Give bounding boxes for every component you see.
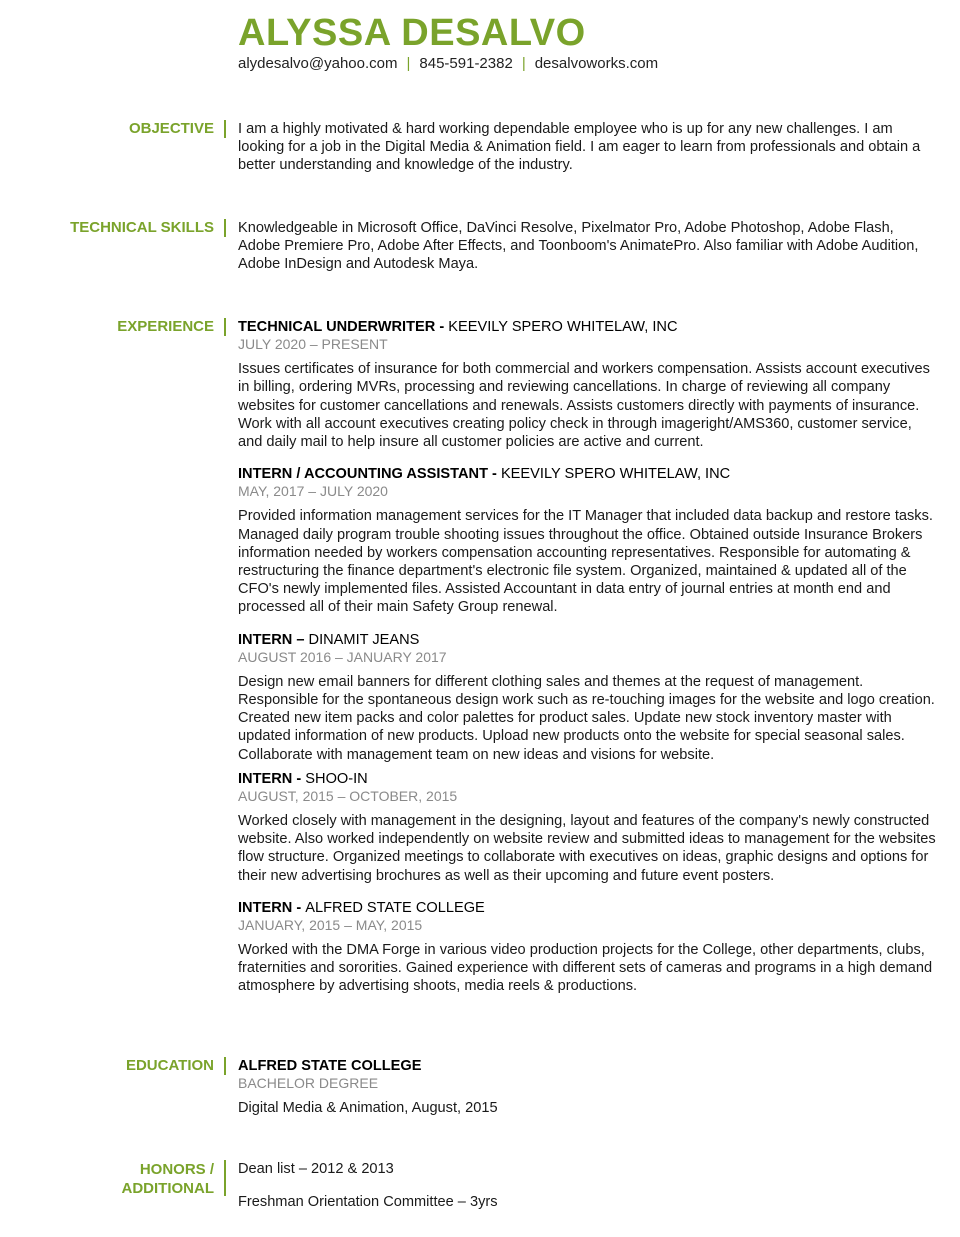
job-entry: [238, 770, 938, 885]
education-content: [238, 1057, 938, 1117]
school-name: ALFRED STATE COLLEGE: [238, 1058, 422, 1074]
section-label-education: EDUCATION: [125, 1057, 214, 1074]
degree-detail: Digital Media & Animation, August, 2015: [238, 1100, 498, 1117]
contact-line: [238, 55, 658, 73]
job-title: INTERN –: [238, 631, 309, 648]
job-description: Issues certificates of insurance for both commercial and workers compensation. Assists account executives in billing, ordering MVRs, processing and reviewing cancellations. In charge of reviewing all company websites for customer cancellations and renewals. Assists customers directly with payments of insurance. Work with all account executives creating policy check in through imageright/AMS360, customer service, and daily mail to help insure all customer policies are active and current.: [238, 361, 930, 451]
section-divider-bar: [224, 1057, 226, 1075]
job-company: KEEVILY SPERO WHITELAW, INC: [500, 466, 731, 483]
job-title: INTERN -: [238, 770, 306, 787]
section-divider-bar: [224, 120, 226, 138]
section-divider-bar: [224, 1160, 226, 1196]
section-divider-bar: [224, 318, 226, 336]
job-entry: [238, 318, 938, 451]
job-description: Design new email banners for different clothing sales and themes at the request of management. Responsible for the spontaneous design work such as re-touching images for the website and logo creation. Created new item packs and color palettes for product sales. Update new stock inventory master with updated information of new products. Upload new products onto the website for special seasonal sales. Collaborate with management team on new ideas and visions for website.: [238, 673, 935, 763]
honors-label-line1: HONORS /: [139, 1161, 214, 1178]
section-label-skills: TECHNICAL SKILLS: [70, 219, 214, 236]
section-label-objective: OBJECTIVE: [128, 120, 214, 137]
honors-item: Freshman Orientation Committee – 3yrs: [238, 1194, 498, 1211]
job-title: INTERN -: [238, 899, 306, 916]
job-company: ALFRED STATE COLLEGE: [305, 899, 485, 916]
experience-list: [238, 318, 938, 996]
job-dates: AUGUST 2016 – JANUARY 2017: [238, 648, 447, 665]
section-label-experience: EXPERIENCE: [117, 318, 214, 335]
section-label-honors: [14, 1160, 214, 1198]
job-company: KEEVILY SPERO WHITELAW, INC: [448, 319, 678, 335]
degree-type: BACHELOR DEGREE: [238, 1075, 379, 1092]
job-entry: [238, 899, 938, 996]
contact-separator: |: [521, 55, 526, 72]
job-dates: MAY, 2017 – JULY 2020: [238, 483, 388, 500]
job-description: Worked with the DMA Forge in various video production projects for the College, other departments, clubs, fraternities and sororities. Gained experience with different sets of cameras and programs in a high demand atmosphere by advertising shoots, media reels & productions.: [238, 942, 933, 995]
job-description: Provided information management services for the IT Manager that included data backup and restore tasks. Managed daily program trouble shooting issues throughout the office. Obtained outside Insurance Brokers information needed by workers compensation accounting representatives. Responsible for automating & restructuring the finance department's electronic file system. Organized, maintained & updated all of the CFO's newly implemented files. Assisted Accountant in data entry of journal entries at month end and processed all of their main Safety Group renewal.: [238, 508, 933, 616]
section-divider-bar: [224, 219, 226, 237]
job-dates: JULY 2020 – PRESENT: [238, 336, 388, 353]
job-company: SHOO-IN: [305, 770, 368, 787]
job-dates: JANUARY, 2015 – MAY, 2015: [238, 917, 423, 934]
job-company: DINAMIT JEANS: [308, 631, 420, 648]
skills-text: Knowledgeable in Microsoft Office, DaVinci Resolve, Pixelmator Pro, Adobe Photoshop, Adobe Flash, Adobe Premiere Pro, Adobe After Effects, and Toonboom's AnimatePro. Also familiar with Adobe Audition, Adobe InDesign and Autodesk Maya.: [238, 220, 919, 273]
email-text: alydesalvo@yahoo.com: [238, 55, 398, 72]
honors-label-line2: ADDITIONAL: [121, 1180, 214, 1197]
objective-text: I am a highly motivated & hard working dependable employee who is up for any new challenges. I am looking for a job in the Digital Media & Animation field. I am eager to learn from professionals and obtain a better understanding and knowledge of the industry.: [238, 121, 921, 174]
resume-name: ALYSSA DESALVO: [238, 12, 586, 54]
honors-list: [238, 1160, 938, 1211]
website-text: desalvoworks.com: [534, 55, 659, 72]
job-description: Worked closely with management in the designing, layout and features of the company's newly constructed website. Also worked independently on website review and submitted ideas to management for the websites flow structure. Organized meetings to collaborate with executives on ideas, graphic designs and options for their new advertising brochures as well as their upcoming and future event posters.: [238, 813, 936, 884]
contact-separator: |: [406, 55, 411, 72]
phone-text: 845-591-2382: [419, 55, 513, 72]
job-entry: [238, 631, 938, 764]
job-entry: [238, 465, 938, 616]
honors-item: Dean list – 2012 & 2013: [238, 1161, 394, 1177]
job-title: TECHNICAL UNDERWRITER -: [238, 319, 449, 335]
job-dates: AUGUST, 2015 – OCTOBER, 2015: [238, 788, 458, 805]
job-title: INTERN / ACCOUNTING ASSISTANT -: [238, 466, 501, 483]
